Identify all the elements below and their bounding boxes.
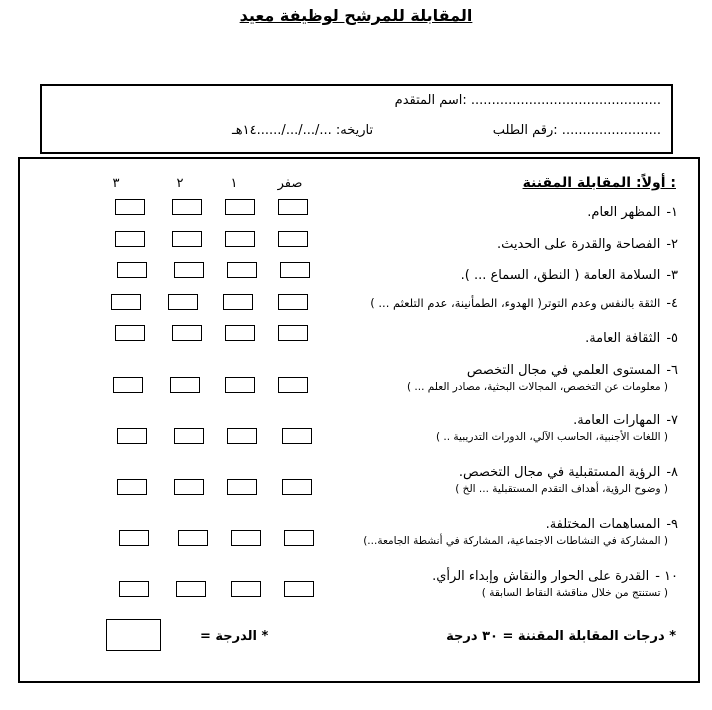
criterion-item-2 xyxy=(348,233,678,252)
criterion-number: ٣- xyxy=(666,268,678,283)
score-box-3[interactable] xyxy=(119,530,149,546)
request-date-line: تاريخه: .../.../.../......١٤هـ xyxy=(232,123,374,138)
score-box-0[interactable] xyxy=(280,262,310,278)
score-header-two: ٢ xyxy=(176,176,184,191)
criterion-description: ( المشاركة في النشاطات الاجتماعية، المشاركة في أنشطة الجامعة...) xyxy=(363,535,668,547)
score-box-0[interactable] xyxy=(278,325,308,341)
score-box-3[interactable] xyxy=(117,479,147,495)
score-box-3[interactable] xyxy=(115,325,145,341)
criterion-label: السلامة العامة ( النطق، السماع ... ). xyxy=(460,268,661,283)
structured-interview-section xyxy=(18,157,700,683)
request-number-line: رقم الطلب: ........................ xyxy=(492,123,661,138)
score-box-1[interactable] xyxy=(227,479,257,495)
criterion-label: المظهر العام. xyxy=(587,205,661,220)
score-box-3[interactable] xyxy=(111,294,141,310)
score-box-3[interactable] xyxy=(113,377,143,393)
score-box-1[interactable] xyxy=(231,530,261,546)
score-box-3[interactable] xyxy=(117,262,147,278)
score-box-0[interactable] xyxy=(282,428,312,444)
score-box-2[interactable] xyxy=(174,428,204,444)
score-box-1[interactable] xyxy=(225,199,255,215)
criterion-label: المساهمات المختلفة. xyxy=(545,517,661,532)
score-box-2[interactable] xyxy=(170,377,200,393)
score-header-zero: صفر xyxy=(277,176,303,191)
criterion-label: الفصاحة والقدرة على الحديث. xyxy=(496,237,661,252)
criterion-item-1 xyxy=(348,201,678,220)
score-box-2[interactable] xyxy=(172,231,202,247)
criterion-item-3 xyxy=(348,264,678,283)
score-box-1[interactable] xyxy=(223,294,253,310)
score-box-0[interactable] xyxy=(278,231,308,247)
criterion-item-9 xyxy=(318,513,678,547)
score-box-0[interactable] xyxy=(284,530,314,546)
applicant-name-line: اسم المتقدم: .............................................. xyxy=(394,93,661,108)
score-box-2[interactable] xyxy=(168,294,198,310)
criterion-item-10 xyxy=(348,565,678,599)
criterion-number: ١- xyxy=(666,205,678,220)
criterion-item-4 xyxy=(348,296,678,311)
score-box-3[interactable] xyxy=(119,581,149,597)
score-box-3[interactable] xyxy=(117,428,147,444)
criterion-description: ( تستنتج من خلال مناقشة النقاط السابقة ) xyxy=(481,587,668,599)
score-box-1[interactable] xyxy=(225,231,255,247)
score-box-0[interactable] xyxy=(278,377,308,393)
criterion-number: ٨- xyxy=(666,465,678,480)
criterion-label: المستوى العلمي في مجال التخصص xyxy=(466,363,661,378)
score-box-1[interactable] xyxy=(227,262,257,278)
criterion-number: ٧- xyxy=(666,413,678,428)
score-box-1[interactable] xyxy=(227,428,257,444)
score-box-3[interactable] xyxy=(115,199,145,215)
criterion-number: ٤- xyxy=(666,296,678,311)
criterion-description: ( معلومات عن التخصص، المجالات البحثية، مصادر العلم ... ) xyxy=(407,381,668,393)
criterion-item-6 xyxy=(348,359,678,393)
applicant-info-box xyxy=(40,84,673,154)
score-box-2[interactable] xyxy=(172,199,202,215)
score-box-0[interactable] xyxy=(278,199,308,215)
criterion-label: الثقة بالنفس وعدم التوتر( الهدوء، الطمأنينة، عدم التلعثم ... ) xyxy=(370,296,661,310)
page-title: المقابلة للمرشح لوظيفة معيد xyxy=(239,6,473,25)
score-box-2[interactable] xyxy=(176,581,206,597)
criterion-number: ٩- xyxy=(666,517,678,532)
criterion-item-7 xyxy=(348,409,678,443)
score-box-2[interactable] xyxy=(178,530,208,546)
criterion-label: المهارات العامة. xyxy=(573,413,661,428)
score-box-2[interactable] xyxy=(172,325,202,341)
criterion-label: الثقافة العامة. xyxy=(585,331,661,346)
grade-input-box[interactable] xyxy=(106,619,161,651)
score-box-2[interactable] xyxy=(174,479,204,495)
score-box-0[interactable] xyxy=(278,294,308,310)
total-score-note: * درجات المقابلة المقننة = ٣٠ درجة xyxy=(446,629,676,644)
grade-label: * الدرجة = xyxy=(200,629,269,644)
criterion-number: ٥- xyxy=(666,331,678,346)
criterion-item-5 xyxy=(348,327,678,346)
criterion-description: ( وضوح الرؤية، أهداف التقدم المستقبلية ... الخ ) xyxy=(455,483,668,495)
criterion-number: ٢- xyxy=(666,237,678,252)
score-header-one: ١ xyxy=(230,176,238,191)
score-box-1[interactable] xyxy=(225,325,255,341)
score-box-3[interactable] xyxy=(115,231,145,247)
criterion-label: القدرة على الحوار والنقاش وإبداء الرأي. xyxy=(432,569,650,584)
score-header-three: ٣ xyxy=(112,176,120,191)
criterion-description: ( اللغات الأجنبية، الحاسب الآلي، الدورات التدريبية .. ) xyxy=(435,431,668,443)
section-title: أولاً: المقابلة المقننة : xyxy=(522,175,676,191)
criterion-label: الرؤية المستقبلية في مجال التخصص. xyxy=(458,465,661,480)
criterion-number: ١٠ - xyxy=(655,569,678,584)
score-box-1[interactable] xyxy=(225,377,255,393)
score-box-0[interactable] xyxy=(282,479,312,495)
criterion-item-8 xyxy=(348,461,678,495)
score-box-0[interactable] xyxy=(284,581,314,597)
score-box-2[interactable] xyxy=(174,262,204,278)
score-box-1[interactable] xyxy=(231,581,261,597)
criterion-number: ٦- xyxy=(666,363,678,378)
